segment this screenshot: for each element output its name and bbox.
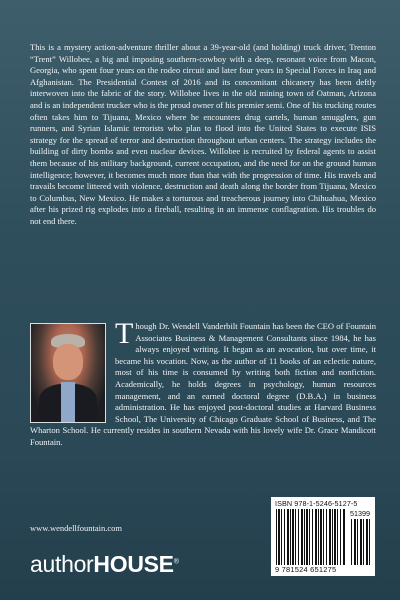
bio-text: hough Dr. Wendell Vanderbilt Fountain has been the CEO of Fountain Associates Business & Management Consultants since 1984, he has always enjoyed writing. It began as an avocation, but over time, it became his vocation. Now, as the author of 11 books of an eclectic nature, most of his time is consumed by writing both fiction and nonfiction. Academically, he holds degrees in psychology, human resources management, and an earned doctoral degree (D.B.A.) in business administration. He has enjoyed post-doctoral studies at Harvard Business School, The University of Chicago Graduate School of Business, and The Wharton School. He currently resides in southern Nevada with his lovely wife Dr. Grace Mandicott Fountain. <box>30 321 376 447</box>
publisher-logo-house: HOUSE <box>93 551 174 577</box>
author-shirt <box>61 382 75 422</box>
barcode-bars-addon <box>351 519 371 565</box>
author-website[interactable]: www.wendellfountain.com <box>30 523 122 533</box>
isbn-label: ISBN 978-1-5246-5127-5 <box>275 499 358 508</box>
bio-dropcap: T <box>115 317 134 350</box>
barcode-number: 9 781524 651275 <box>275 565 337 574</box>
publisher-logo-author: author <box>30 551 94 577</box>
registered-mark: ® <box>173 558 179 566</box>
barcode-bars-main <box>276 509 346 565</box>
author-bio <box>30 317 376 449</box>
isbn-barcode <box>271 497 375 576</box>
price-code: 51399 <box>350 509 370 518</box>
synopsis-text: This is a mystery action-adventure thriller about a 39-year-old (and holding) truck driver, Trenton “Trent” Willobee, a big and imposing southern-cowboy with a deep, resonant voice from Macon, Georgia, who spent four years on the rodeo circuit and later four years in Special Forces in Iraq and Afghanistan. The Presidential Contest of 2016 and its concomitant chicanery has been deftly interwoven into the fabric of the story. Willobee lives in the old mining town of Oatman, Arizona and is an independent trucker who is the proud owner of his premier semi. One of his trucking routes often takes him to Tijuana, Mexico where he encounters drug cartels, human smugglers, gun runners, and Syrian Islamic terrorists who plan to flood into the United States to execute ISIS strategy for the spread of terror and destruction throughout urban centers. The strategy includes the building of dirty bombs and even nuclear devices. Willobee is recruited by federal agents to assist them because of his military background, current occupation, and the need for on the ground human intelligence; however, it becomes much more than that with the progression of time. His travels and travails become littered with violence, destruction and death along the border from Tijuana, Mexico to Columbus, New Mexico. He makes a torturous and treacherous journey into Chihuahua, Mexico after his prized rig explodes into a fireball, resulting in an immense conflagration. His troubles do not end there. <box>30 42 376 226</box>
author-face <box>53 344 83 380</box>
author-photo <box>30 323 106 423</box>
publisher-logo <box>30 551 179 578</box>
